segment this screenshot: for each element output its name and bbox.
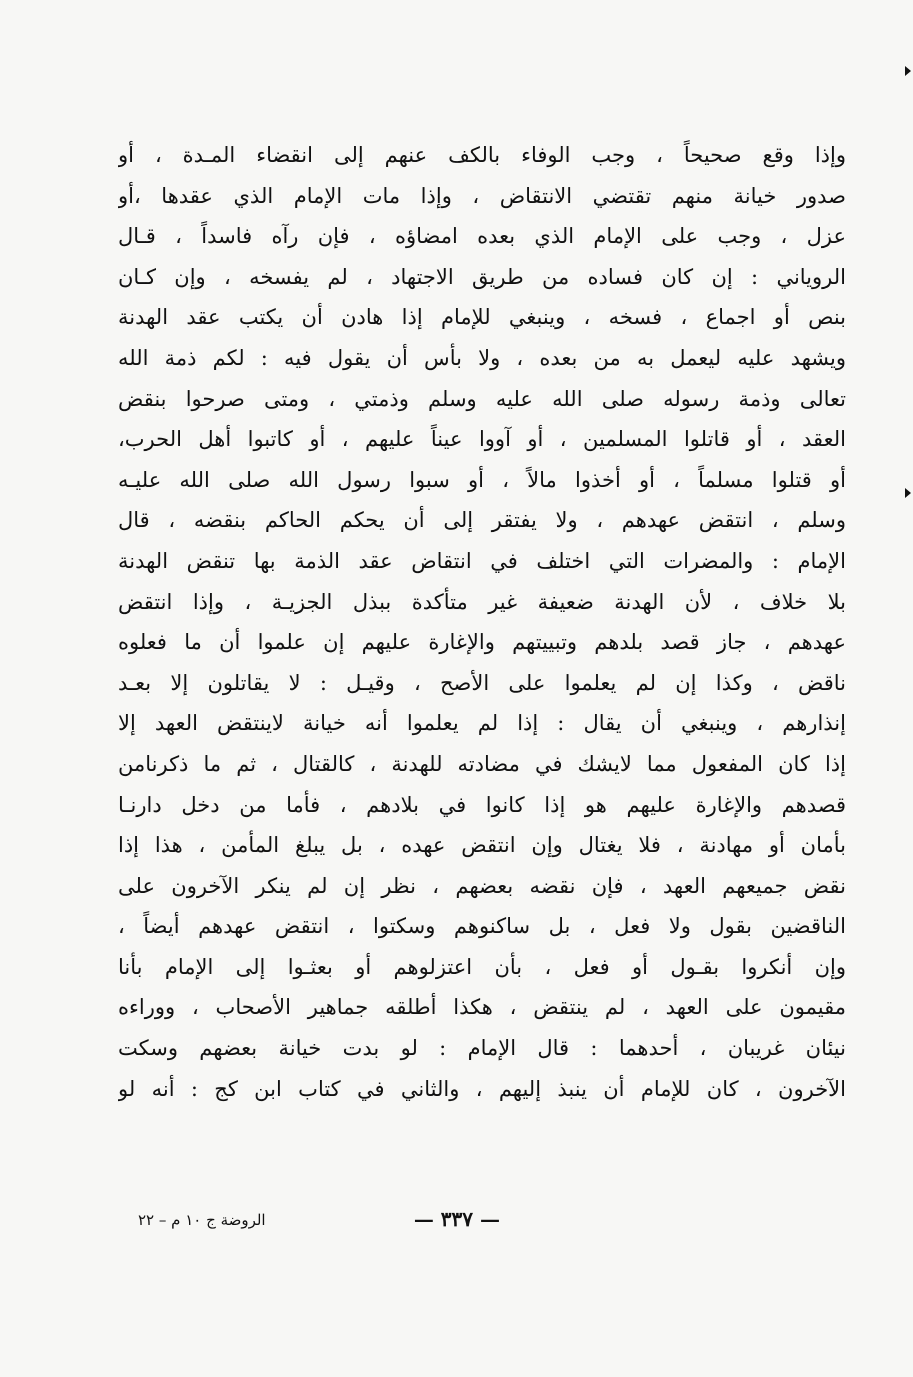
text-line: العقد ، أو قاتلوا المسلمين ، أو آووا عيناً عليهم ، أو كاتبوا أهل الحرب، (118, 427, 846, 452)
text-line: ناقض ، وكذا إن لم يعلموا على الأصح ، وقيـل : لا يقاتلون إلا بعـد (118, 670, 846, 695)
text-line: عزل ، وجب على الإمام الذي بعده امضاؤه ، فإن رآه فاسداً ، قـال (118, 224, 846, 249)
text-line: نيئان غريبان ، أحدهما : قال الإمام : لو بدت خيانة بعضهم وسكت (118, 1036, 846, 1061)
text-line: الروياني : إن كان فساده من طريق الاجتهاد ، لم يفسخه ، وإن كـان (118, 264, 846, 289)
text-line: الناقضين بقول ولا فعل ، بل ساكنوهم وسكتوا ، انتقض عهدهم أيضاً ، (118, 914, 846, 939)
text-line: إذا كان المفعول مما لايشك في مضادته للهدنة ، كالقتال ، ثم ما ذكرنامن (118, 751, 846, 776)
printer-signature: الروضة ج ١٠ م – ٢٢ (138, 1211, 266, 1229)
page-footer (118, 1203, 846, 1243)
page-edge-mark-middle (905, 488, 911, 498)
text-line: بأمان أو مهادنة ، فلا يغتال وإن انتقض عهده ، بل يبلغ المأمن ، هذا إذا (118, 833, 846, 858)
text-line: قصدهم والإغارة عليهم هو إذا كانوا في بلادهم ، فأما من دخل دارنـا (118, 792, 846, 817)
text-line: وإذا وقع صحيحاً ، وجب الوفاء بالكف عنهم إلى انقضاء المـدة ، أو (118, 143, 846, 167)
text-line: ويشهد عليه ليعمل به من بعده ، ولا بأس أن يقول فيه : لكم ذمة الله (118, 345, 846, 370)
text-line: تعالى وذمة رسوله صلى الله عليه وسلم وذمتي ، ومتى صرحوا بنقض (118, 386, 846, 411)
text-line: نقض جميعهم العهد ، فإن نقضه بعضهم ، نظر إن لم ينكر الآخرون على (118, 873, 846, 898)
text-line: عهدهم ، جاز قصد بلدهم وتبييتهم والإغارة عليهم إن علموا أن ما فعلوه (118, 630, 846, 655)
text-line: بنص أو اجماع ، فسخه ، وينبغي للإمام إذا هادن أن يكتب عقد الهدنة (118, 305, 846, 330)
text-line: الآخرون ، كان للإمام أن ينبذ إليهم ، والثاني في كتاب ابن كج : أنه لو (118, 1076, 846, 1101)
text-line: صدور خيانة منهم تقتضي الانتقاض ، وإذا مات الإمام الذي عقدها ،أو (118, 183, 846, 208)
text-line: أو قتلوا مسلماً ، أو أخذوا مالاً ، أو سبوا رسول الله صلى الله عليـه (118, 467, 846, 492)
body-text (118, 135, 846, 1109)
text-line: الإمام : والمضرات التي اختلف في انتقاض عقد الذمة بها تنقض الهدنة (118, 548, 846, 573)
text-line: إنذارهم ، وينبغي أن يقال : إذا لم يعلموا أنه خيانة لاينتقض العهد إلا (118, 711, 846, 736)
text-line: وإن أنكروا بقـول أو فعل ، بأن اعتزلوهم أو بعثـوا إلى الإمام بأنا (118, 954, 846, 979)
text-line: بلا خلاف ، لأن الهدنة ضعيفة غير متأكدة ببذل الجزيـة ، وإذا انتقض (118, 589, 846, 614)
page-number: — ٣٣٧ — (413, 1207, 500, 1231)
page-edge-mark-top (905, 66, 911, 76)
text-line: وسلم ، انتقض عهدهم ، ولا يفتقر إلى أن يحكم الحاكم بنقضه ، قال (118, 508, 846, 533)
text-line: مقيمون على العهد ، لم ينتقض ، هكذا أطلقه جماهير الأصحاب ، ووراءه (118, 995, 846, 1020)
